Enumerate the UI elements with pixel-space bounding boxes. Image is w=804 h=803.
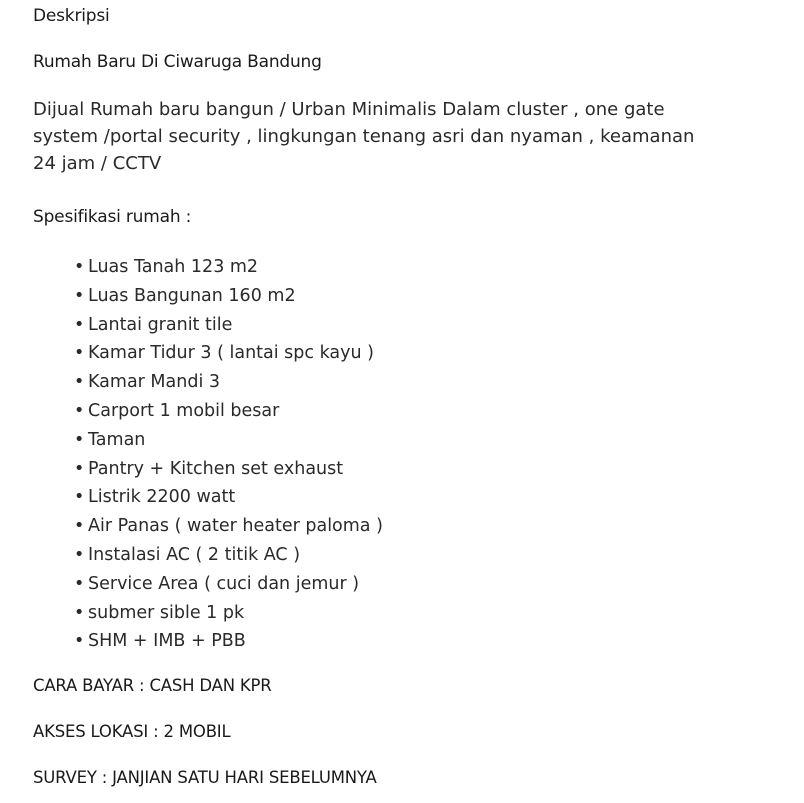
bullet-icon: •: [74, 602, 85, 623]
bullet-icon: •: [74, 516, 85, 537]
spec-item: • Luas Tanah 123 m2: [74, 253, 383, 282]
bullet-icon: •: [74, 429, 85, 450]
spec-item: • SHM + IMB + PBB: [74, 627, 383, 656]
spec-item: • Taman: [74, 426, 383, 455]
listing-title: Rumah Baru Di Ciwaruga Bandung: [33, 52, 322, 72]
spec-item: • Lantai granit tile: [74, 311, 383, 340]
description-line: 24 jam / CCTV: [33, 153, 162, 174]
spec-item: • Kamar Tidur 3 ( lantai spc kayu ): [74, 339, 383, 368]
section-title: Deskripsi: [33, 6, 110, 26]
bullet-icon: •: [74, 487, 85, 508]
survey-info: SURVEY : JANJIAN SATU HARI SEBELUMNYA: [33, 768, 377, 787]
description-line: Dijual Rumah baru bangun / Urban Minimalis Dalam cluster , one gate: [33, 99, 665, 120]
spec-item: • submer sible 1 pk: [74, 599, 383, 628]
bullet-icon: •: [74, 285, 85, 306]
spec-item: • Listrik 2200 watt: [74, 483, 383, 512]
payment-method: CARA BAYAR : CASH DAN KPR: [33, 676, 272, 695]
bullet-icon: •: [74, 372, 85, 393]
bullet-icon: •: [74, 458, 85, 479]
spec-list: [74, 253, 383, 656]
location-access: AKSES LOKASI : 2 MOBIL: [33, 722, 231, 741]
spec-heading: Spesifikasi rumah :: [33, 207, 192, 227]
description-line: system /portal security , lingkungan tenang asri dan nyaman , keamanan: [33, 126, 695, 147]
spec-item: • Carport 1 mobil besar: [74, 397, 383, 426]
bullet-icon: •: [74, 343, 85, 364]
bullet-icon: •: [74, 573, 85, 594]
spec-item: • Instalasi AC ( 2 titik AC ): [74, 541, 383, 570]
bullet-icon: •: [74, 631, 85, 652]
spec-item: • Air Panas ( water heater paloma ): [74, 512, 383, 541]
spec-item: • Luas Bangunan 160 m2: [74, 282, 383, 311]
bullet-icon: •: [74, 544, 85, 565]
spec-item: • Pantry + Kitchen set exhaust: [74, 455, 383, 484]
bullet-icon: •: [74, 314, 85, 335]
bullet-icon: •: [74, 400, 85, 421]
description-paragraph: [33, 96, 773, 177]
bullet-icon: •: [74, 257, 85, 277]
spec-item: • Service Area ( cuci dan jemur ): [74, 570, 383, 599]
spec-item: • Kamar Mandi 3: [74, 368, 383, 397]
